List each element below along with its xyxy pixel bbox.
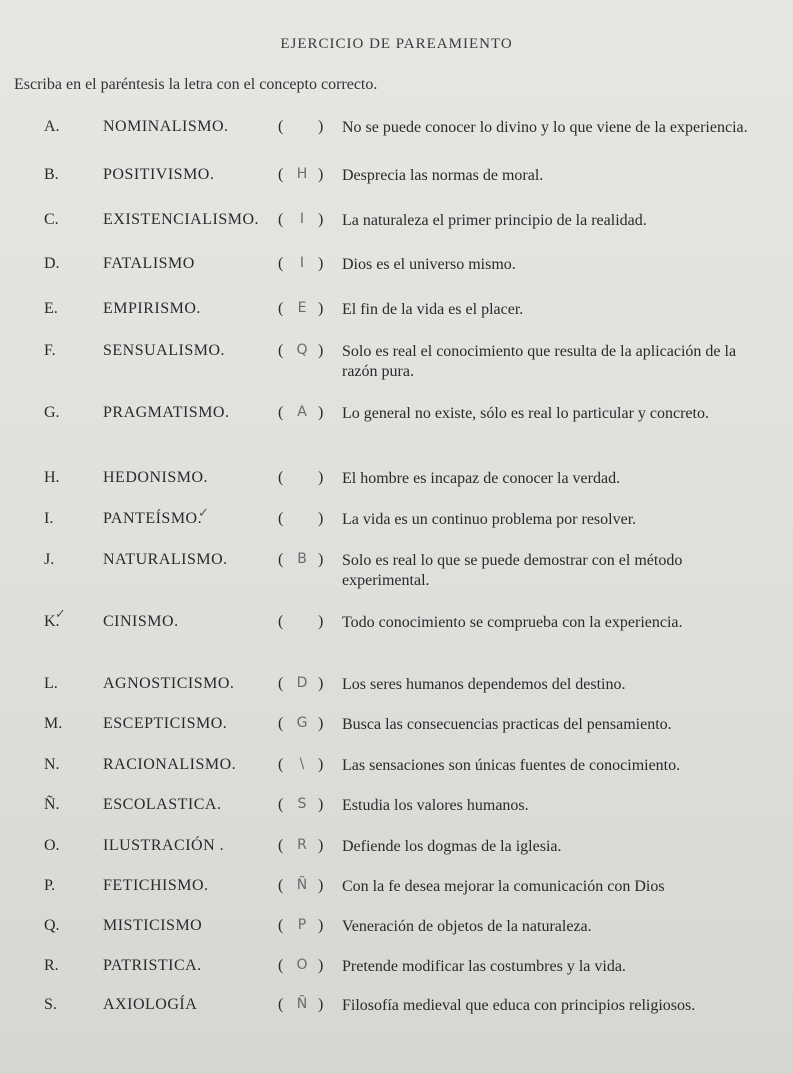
row-letter: P.: [44, 877, 56, 894]
definition-text: Desprecia las normas de moral.: [342, 167, 544, 184]
concept-label: MISTICISMO: [103, 917, 203, 934]
instruction-text: Escriba en el paréntesis la letra con el concepto correcto.: [14, 76, 378, 93]
handwritten-answer: G: [296, 715, 308, 731]
concept-label: FETICHISMO.: [103, 877, 209, 894]
definition-text: Filosofía medieval que educa con principios religiosos.: [342, 997, 696, 1014]
handwritten-answer: Ñ: [296, 996, 308, 1012]
concept-label: PATRISTICA.: [103, 957, 202, 974]
row-letter: Q.: [44, 917, 60, 934]
definition-text: No se puede conocer lo divino y lo que viene de la experiencia.: [342, 119, 748, 136]
concept-label: AXIOLOGÍA: [103, 996, 198, 1013]
concept-label: ILUSTRACIÓN .: [103, 837, 225, 854]
definition-text: Solo es real el conocimiento que resulta de la aplicación de la razón pura.: [342, 343, 737, 380]
concept-label: ESCEPTICISMO.: [103, 715, 228, 732]
row-letter: F.: [44, 342, 56, 359]
row-letter: J.: [44, 551, 55, 568]
handwritten-answer: D: [296, 675, 308, 691]
row-letter: R.: [44, 957, 59, 974]
row-letter: Ñ.: [44, 796, 60, 813]
definition-text: Con la fe desea mejorar la comunicación con Dios: [342, 878, 665, 895]
worksheet-page: EJERCICIO DE PAREAMIENTO Escriba en el paréntesis la letra con el concepto correcto. A. NOMINALISMO. ( ) No se puede conocer lo divino y lo que viene de la experiencia. B. POSITIVISMO. ( H ) Desprecia las normas de moral. C. EXISTENCIALISMO. ( I ) La naturaleza el primer principio de la realidad. D. FATALISMO ( I ) Dios es el universo mismo. E. EMPIRISMO. ( E ) El fin de la vida es el placer. F. SENSUALISMO. ( Q ) Solo es real el conocimiento que resulta de la aplicación de la razón pura. G. PRAGMATISMO. ( A ) Lo general no existe, sólo es real lo particular y concreto. H. HEDONISMO. ( ) El hombre es incapaz de conocer la verdad. I. PANTEÍSMO. ✓ ( ) La vida es un continuo problema por resolver. J. NATURALISMO. ( B ) Solo es real lo que se puede demostrar con el método experimental. K. ✓ CINISMO. ( ) Todo conocimiento se comprueba con la experiencia. L. AGNOSTICISMO. ( D ) Los seres humanos dependemos del destino. M. ESCEPTICISMO. ( G ) Busca las consecuencias practicas del pensamiento. N. RACIONALISMO. ( \ ) Las sensaciones son únicas fuentes de conocimiento. Ñ. ESCOLASTICA. ( S ) Estudia los valores humanos. O. ILUSTRACIÓN . ( R ) Defiende los dogmas de la iglesia. P. FETICHISMO. ( Ñ ) Con la fe desea mejorar la comunicación con Dios Q. MISTICISMO ( P ) Veneración de objetos de la naturaleza. R. PATRISTICA. ( O ) Pretende modificar las costumbres y la vida. S. AXIOLOGÍA ( Ñ ) Filosofía medieval que educa con principios religiosos.: [0, 0, 793, 1074]
definition-text: Solo es real lo que se puede demostrar con el método experimental.: [342, 552, 683, 589]
row-letter: M.: [44, 715, 63, 732]
handwritten-answer: S: [297, 796, 307, 812]
definition-text: El hombre es incapaz de conocer la verdad.: [342, 470, 621, 487]
handwritten-answer: O: [296, 957, 308, 973]
concept-label: PANTEÍSMO.: [103, 510, 203, 527]
concept-label: CINISMO.: [103, 613, 179, 630]
checkmark-icon: ✓: [55, 607, 66, 622]
definition-text: Veneración de objetos de la naturaleza.: [342, 918, 592, 935]
row-letter: G.: [44, 404, 60, 421]
handwritten-answer: I: [299, 255, 305, 271]
concept-label: EMPIRISMO.: [103, 300, 201, 317]
definition-text: Lo general no existe, sólo es real lo particular y concreto.: [342, 405, 709, 422]
concept-label: ESCOLASTICA.: [103, 796, 222, 813]
concept-label: PRAGMATISMO.: [103, 404, 230, 421]
definition-text: El fin de la vida es el placer.: [342, 301, 524, 318]
page-title: EJERCICIO DE PAREAMIENTO: [280, 36, 513, 52]
definition-text: Defiende los dogmas de la iglesia.: [342, 838, 562, 855]
handwritten-answer: \: [299, 756, 305, 772]
row-letter: D.: [44, 255, 60, 272]
concept-label: HEDONISMO.: [103, 469, 208, 486]
definition-text: Pretende modificar las costumbres y la vida.: [342, 958, 626, 975]
concept-label: FATALISMO: [103, 255, 195, 272]
definition-text: Busca las consecuencias practicas del pensamiento.: [342, 716, 672, 733]
definition-text: Estudia los valores humanos.: [342, 797, 529, 814]
definition-text: Todo conocimiento se comprueba con la experiencia.: [342, 614, 683, 631]
handwritten-answer: P: [297, 917, 307, 933]
row-letter: H.: [44, 469, 60, 486]
row-letter: K.: [44, 613, 60, 630]
row-letter: B.: [44, 166, 59, 183]
row-letter: I.: [44, 510, 54, 527]
definition-text: Dios es el universo mismo.: [342, 256, 516, 273]
definition-text: La naturaleza el primer principio de la realidad.: [342, 212, 647, 229]
concept-label: NATURALISMO.: [103, 551, 228, 568]
concept-label: EXISTENCIALISMO.: [103, 211, 259, 228]
row-letter: C.: [44, 211, 59, 228]
row-letter: L.: [44, 675, 58, 692]
handwritten-answer: A: [297, 404, 307, 420]
row-letter: N.: [44, 756, 60, 773]
handwritten-answer: B: [297, 551, 307, 567]
concept-label: POSITIVISMO.: [103, 166, 215, 183]
checkmark-icon: ✓: [198, 506, 209, 521]
row-letter: O.: [44, 837, 60, 854]
handwritten-answer: Ñ: [296, 877, 308, 893]
handwritten-answer: Q: [296, 342, 308, 358]
concept-label: AGNOSTICISMO.: [103, 675, 235, 692]
definition-text: Las sensaciones son únicas fuentes de conocimiento.: [342, 757, 681, 774]
concept-label: RACIONALISMO.: [103, 756, 237, 773]
handwritten-answer: I: [299, 211, 305, 227]
row-letter: A.: [44, 118, 60, 135]
handwritten-answer: R: [297, 837, 307, 853]
row-letter: S.: [44, 996, 57, 1013]
concept-label: NOMINALISMO.: [103, 118, 229, 135]
concept-label: SENSUALISMO.: [103, 342, 226, 359]
definition-text: Los seres humanos dependemos del destino.: [342, 676, 626, 693]
definition-text: La vida es un continuo problema por resolver.: [342, 511, 637, 528]
handwritten-answer: H: [296, 166, 308, 182]
row-letter: E.: [44, 300, 58, 317]
handwritten-answer: E: [297, 300, 307, 316]
